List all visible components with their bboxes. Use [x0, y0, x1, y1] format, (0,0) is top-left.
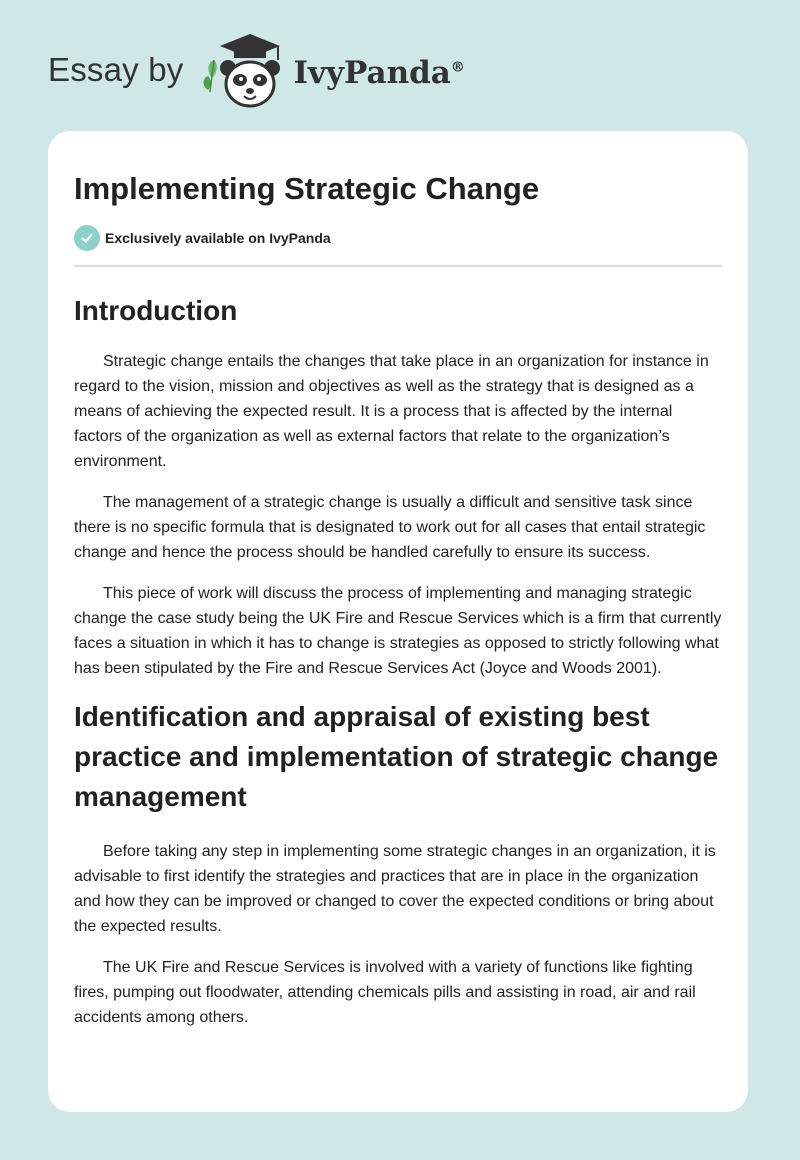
section-heading: Introduction [74, 295, 238, 326]
brand-name [294, 55, 465, 91]
essay-title: Implementing Strategic Change [74, 171, 540, 206]
brand-header [48, 30, 465, 110]
section-introduction [74, 291, 722, 681]
paragraph: Before taking any step in implementing some strategic changes in an organization, it is advisable to first identify the strategies and practices that are in place in the organization and how they can be improved or changed to cover the expected conditions or bring about the expected results. [74, 843, 716, 935]
brand-prefix: Essay by [48, 51, 184, 88]
essay-card [48, 131, 748, 1112]
section-identification [74, 697, 722, 1030]
exclusive-badge [74, 225, 722, 267]
paragraph: Strategic change entails the changes that take place in an organization for instance in regard to the vision, mission and objectives as well as the strategy that is designed as a means of achieving the expected result. It is a process that is affected by the internal factors of the organization as well as external factors that relate to the organization’s environment. [74, 353, 709, 470]
paragraph: This piece of work will discuss the process of implementing and managing strategic change the case study being the UK Fire and Rescue Services which is a firm that currently faces a situation in which it has to change is strategies as opposed to strictly following what has been stipulated by the Fire and Rescue Services Act (Joyce and Woods 2001). [74, 585, 722, 677]
brand-name-text: IvyPanda [293, 55, 451, 91]
section-heading: Identification and appraisal of existing best practice and implementation of strategic change management [74, 701, 719, 812]
panda-logo-icon [198, 30, 288, 110]
check-icon [74, 225, 100, 251]
badge-label: Exclusively available on IvyPanda [105, 230, 331, 246]
paragraph: The management of a strategic change is usually a difficult and sensitive task since there is no specific formula that is designated to work out for all cases that entail strategic change and hence the process should be handled carefully to ensure its success. [74, 494, 706, 561]
paragraph: The UK Fire and Rescue Services is involved with a variety of functions like fighting fires, pumping out floodwater, attending chemicals pills and assisting in road, air and rail accidents among others. [74, 959, 696, 1026]
registered-mark: ® [450, 59, 465, 76]
